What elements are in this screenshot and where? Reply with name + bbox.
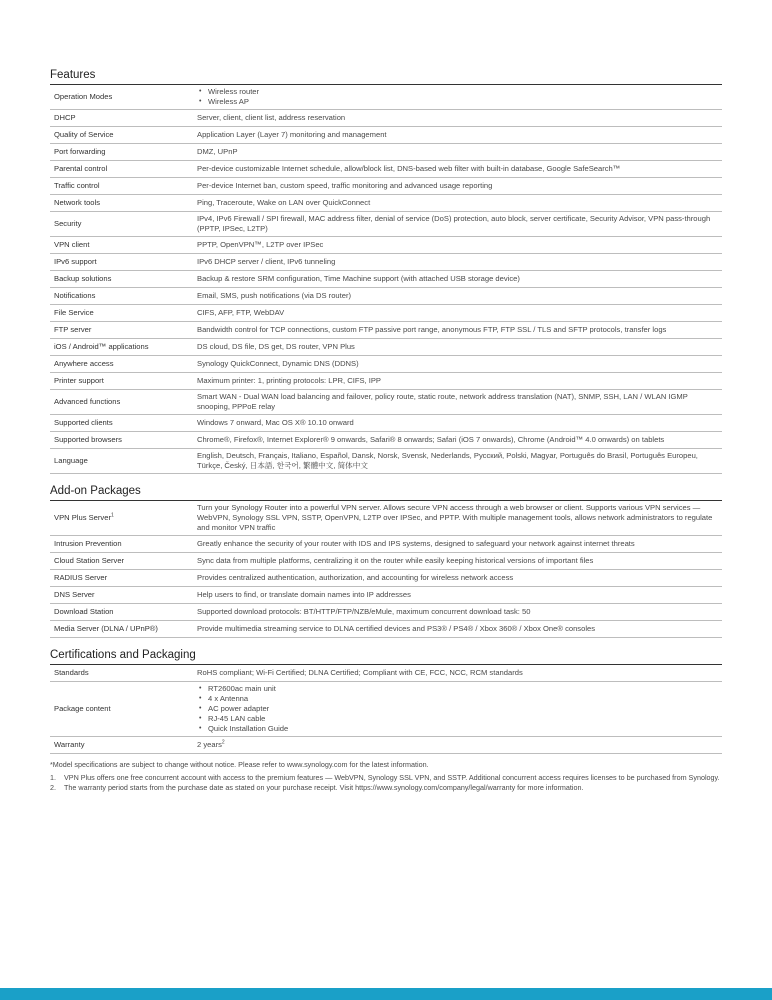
certs-heading: Certifications and Packaging [50, 646, 722, 665]
row-label: Security [50, 212, 193, 237]
row-value: RoHS compliant; Wi-Fi Certified; DLNA Certified; Compliant with CE, FCC, NCC, RCM standards [193, 665, 722, 682]
table-row [50, 390, 722, 415]
row-label: Notifications [50, 288, 193, 305]
row-label: VPN client [50, 237, 193, 254]
table-row [50, 682, 722, 737]
row-value: Application Layer (Layer 7) monitoring and management [193, 127, 722, 144]
footer-accent-bar [0, 988, 772, 1000]
row-value: CIFS, AFP, FTP, WebDAV [193, 305, 722, 322]
row-label: Package content [50, 682, 193, 737]
row-label: Download Station [50, 604, 193, 621]
row-value: IPv4, IPv6 Firewall / SPI firewall, MAC address filter, denial of service (DoS) protection, auto block, server certificate, Security Advisor, VPN pass-through (PPTP, IPSec, L2TP) [193, 212, 722, 237]
row-label: File Service [50, 305, 193, 322]
table-row [50, 127, 722, 144]
footnote: 1. VPN Plus offers one free concurrent account with access to the premium features — WebVPN, Synology SSL VPN, and SSTP. Additional concurrent access requires licenses to be purchased from Synology. [50, 772, 720, 782]
row-label: Intrusion Prevention [50, 536, 193, 553]
row-label: DHCP [50, 110, 193, 127]
row-label: Standards [50, 665, 193, 682]
row-label: Backup solutions [50, 271, 193, 288]
row-label: Advanced functions [50, 390, 193, 415]
table-row [50, 501, 722, 536]
row-value: Greatly enhance the security of your router with IDS and IPS systems, designed to safeguard your network against internet threats [193, 536, 722, 553]
table-row [50, 254, 722, 271]
row-value: Turn your Synology Router into a powerful VPN server. Allows secure VPN access through a web browser or client. Supports various VPN services — WebVPN, Synology SSL VPN, SSTP, OpenVPN, L2TP over IPSec, and PPTP. With multiple management tools, allows network administrators to regulate and monitor VPN traffic [193, 501, 722, 536]
row-label: Cloud Station Server [50, 553, 193, 570]
table-row [50, 339, 722, 356]
list-item: • AC power adapter [197, 704, 718, 714]
list-item: • Quick Installation Guide [197, 724, 718, 734]
table-row [50, 288, 722, 305]
bullet-list [197, 684, 718, 734]
row-value: Provides centralized authentication, authorization, and accounting for wireless network access [193, 570, 722, 587]
row-value: Synology QuickConnect, Dynamic DNS (DDNS) [193, 356, 722, 373]
row-value: Help users to find, or translate domain names into IP addresses [193, 587, 722, 604]
row-value: Windows 7 onward, Mac OS X® 10.10 onward [193, 415, 722, 432]
row-value: Ping, Traceroute, Wake on LAN over QuickConnect [193, 195, 722, 212]
list-item: • RT2600ac main unit [197, 684, 718, 694]
table-row [50, 373, 722, 390]
row-value: Bandwidth control for TCP connections, custom FTP passive port range, anonymous FTP, FTP SSL / TLS and SFTP protocols, transfer logs [193, 322, 722, 339]
table-row [50, 604, 722, 621]
footnote: 2. The warranty period starts from the purchase date as stated on your purchase receipt. Visit https://www.synology.com/company/legal/warranty for more information. [50, 783, 584, 792]
row-label: Anywhere access [50, 356, 193, 373]
row-label: Parental control [50, 161, 193, 178]
row-value: PPTP, OpenVPN™, L2TP over IPSec [193, 237, 722, 254]
table-row [50, 621, 722, 638]
row-label: Printer support [50, 373, 193, 390]
table-row [50, 322, 722, 339]
table-row [50, 737, 722, 754]
features-heading: Features [50, 66, 722, 85]
table-row [50, 415, 722, 432]
table-row [50, 305, 722, 322]
list-item: • Wireless AP [197, 97, 718, 107]
table-row [50, 178, 722, 195]
row-label: Port forwarding [50, 144, 193, 161]
row-value: Backup & restore SRM configuration, Time Machine support (with attached USB storage device) [193, 271, 722, 288]
row-value [193, 85, 722, 110]
disclaimer: *Model specifications are subject to change without notice. Please refer to www.synology.com for the latest information. [50, 760, 429, 769]
list-item: • 4 x Antenna [197, 694, 718, 704]
addons-table [50, 501, 722, 638]
table-row [50, 665, 722, 682]
row-value: English, Deutsch, Français, Italiano, Español, Dansk, Norsk, Svensk, Nederlands, Русский, Polski, Magyar, Português do Brasil, Português Europeu, Türkçe, Český, 日本語, 한국어, 繁體中文, 简体中文 [193, 449, 722, 474]
row-value: DS cloud, DS file, DS get, DS router, VPN Plus [193, 339, 722, 356]
row-value: Per-device Internet ban, custom speed, traffic monitoring and advanced usage reporting [193, 178, 722, 195]
footnote-list [50, 773, 722, 793]
row-value: Chrome®, Firefox®, Internet Explorer® 9 onwards, Safari® 8 onwards; Safari (iOS 7 onwards), Chrome (Android™ 4.0 onwards) on tablets [193, 432, 722, 449]
row-label: VPN Plus Server$^1$ [50, 501, 193, 536]
table-row [50, 432, 722, 449]
row-value: Server, client, client list, address reservation [193, 110, 722, 127]
row-label: Supported browsers [50, 432, 193, 449]
table-row [50, 85, 722, 110]
row-label: Network tools [50, 195, 193, 212]
row-label: IPv6 support [50, 254, 193, 271]
list-item: • RJ-45 LAN cable [197, 714, 718, 724]
table-row [50, 195, 722, 212]
row-label: FTP server [50, 322, 193, 339]
table-row [50, 271, 722, 288]
row-label: iOS / Android™ applications [50, 339, 193, 356]
table-row [50, 110, 722, 127]
row-value: 2 years$^2$ [193, 737, 722, 754]
footnotes [50, 760, 722, 793]
row-value: Provide multimedia streaming service to DLNA certified devices and PS3® / PS4® / Xbox 360® / Xbox One® consoles [193, 621, 722, 638]
table-row [50, 587, 722, 604]
table-row [50, 570, 722, 587]
table-row [50, 237, 722, 254]
bullet-list [197, 87, 718, 107]
row-label: Language [50, 449, 193, 474]
row-value: IPv6 DHCP server / client, IPv6 tunneling [193, 254, 722, 271]
table-row [50, 144, 722, 161]
row-label: Media Server (DLNA / UPnP®) [50, 621, 193, 638]
table-row [50, 536, 722, 553]
list-item: • Wireless router [197, 87, 718, 97]
table-row [50, 553, 722, 570]
row-value: Sync data from multiple platforms, centralizing it on the router while easily keeping historical versions of important files [193, 553, 722, 570]
table-row [50, 212, 722, 237]
certs-table [50, 665, 722, 754]
spec-sheet [50, 66, 722, 794]
row-label: Traffic control [50, 178, 193, 195]
row-value: Email, SMS, push notifications (via DS router) [193, 288, 722, 305]
row-value: Supported download protocols: BT/HTTP/FTP/NZB/eMule, maximum concurrent download task: 50 [193, 604, 722, 621]
row-value [193, 682, 722, 737]
row-label: RADIUS Server [50, 570, 193, 587]
row-label: Operation Modes [50, 85, 193, 110]
row-label: Warranty [50, 737, 193, 754]
addons-heading: Add-on Packages [50, 482, 722, 501]
table-row [50, 449, 722, 474]
row-value: Maximum printer: 1, printing protocols: LPR, CIFS, IPP [193, 373, 722, 390]
table-row [50, 161, 722, 178]
row-label: Supported clients [50, 415, 193, 432]
row-label: Quality of Service [50, 127, 193, 144]
table-row [50, 356, 722, 373]
row-value: DMZ, UPnP [193, 144, 722, 161]
features-table [50, 85, 722, 474]
row-label: DNS Server [50, 587, 193, 604]
row-value: Per-device customizable Internet schedule, allow/block list, DNS-based web filter with built-in database, Google SafeSearch™ [193, 161, 722, 178]
row-value: Smart WAN - Dual WAN load balancing and failover, policy route, static route, network address translation (NAT), SNMP, SSH, LAN / WLAN IGMP snooping, PPPoE relay [193, 390, 722, 415]
